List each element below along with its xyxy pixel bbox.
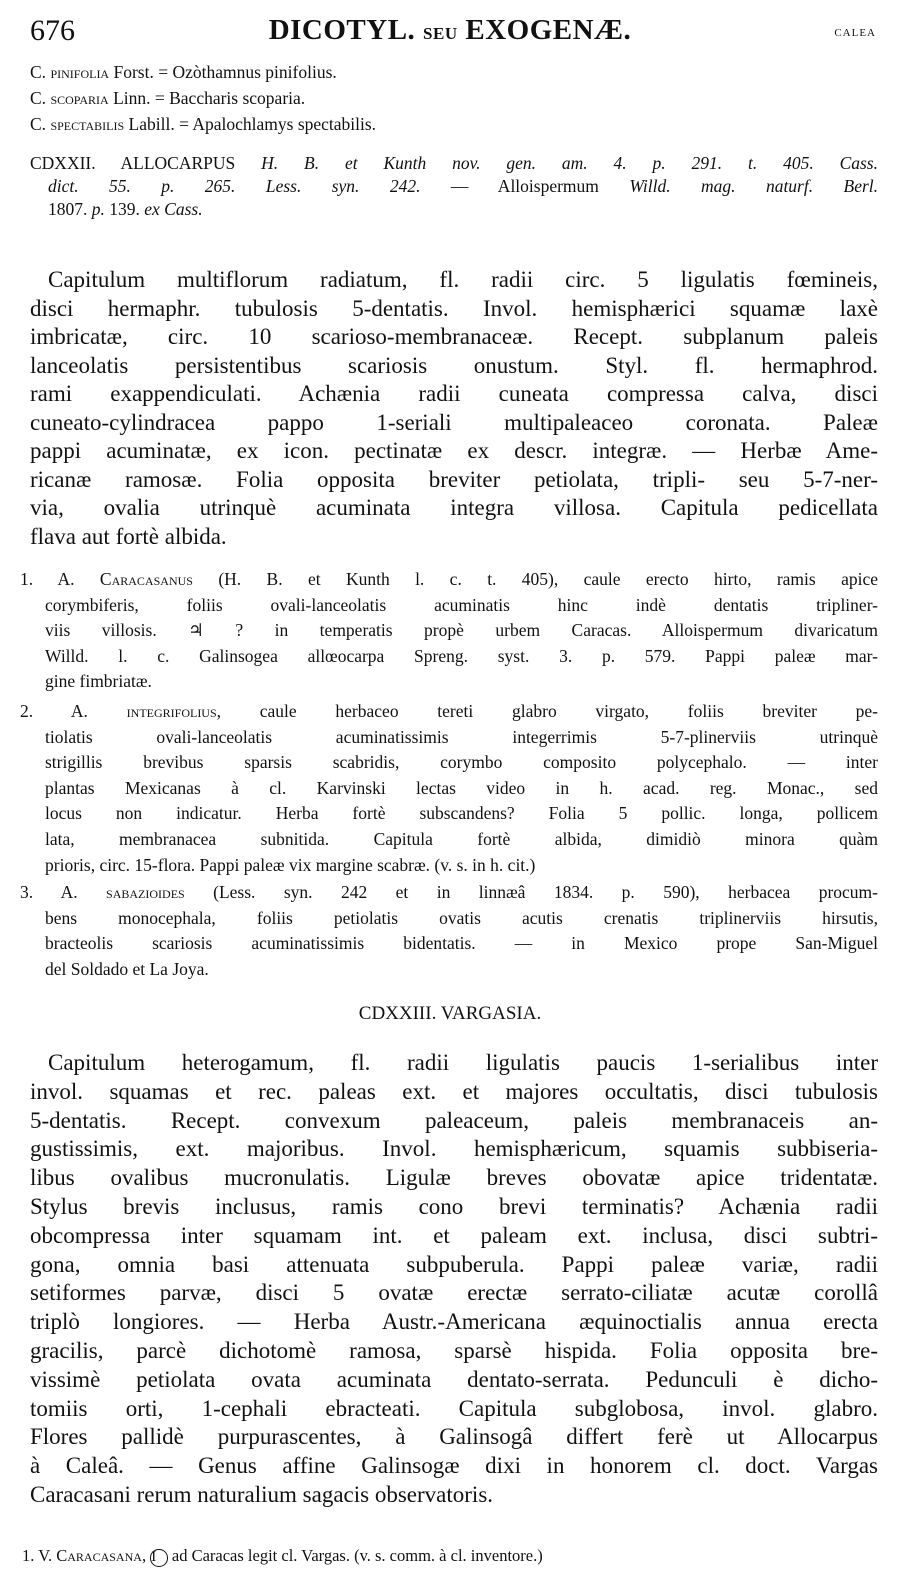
text-segment: strigillis brevibus sparsis scabridis, corymbo composito polycephalo. — inter (45, 752, 878, 773)
text-segment: Flores pallidè purpurascentes, à Galinsogâ differt ferè ut Allocarpus (30, 1424, 878, 1450)
text-segment: pappi acuminatæ, ex icon. pectinatæ ex descr. integræ. — Herbæ Ame- (30, 438, 878, 463)
text-segment: cuneato-cylindracea pappo 1-seriali multipaleaceo coronata. Paleæ (30, 409, 878, 435)
running-head: CALEA (834, 27, 876, 39)
species-entry-integrifolius (20, 699, 878, 878)
text-line (30, 409, 878, 438)
text-segment: vissimè petiolata ovata acuminata dentato-serrata. Pedunculi è dicho- (30, 1366, 878, 1392)
header-title-end: EXOGENÆ. (465, 14, 632, 46)
vargasia-description (30, 1049, 878, 1510)
text-line (30, 1337, 878, 1366)
text-line (30, 1452, 878, 1481)
text-segment: Capitulum heterogamum, fl. radii ligulatis paucis 1-serialibus inter (48, 1050, 878, 1075)
text-line (30, 175, 878, 198)
species-name: scoparia (50, 88, 109, 108)
text-segment: 5-dentatis. Recept. convexum paleaceum, paleis membranaceis an- (30, 1107, 878, 1133)
text-segment: libus ovalibus mucronulatis. Ligulæ breves obovatæ apice tridentatæ. (30, 1165, 878, 1191)
text-line (30, 494, 878, 523)
header-title-seu: seu (423, 19, 458, 45)
text-segment: disci hermaphr. tubulosis 5-dentatis. Invol. hemisphærici squamæ laxè (30, 295, 878, 321)
text-line (20, 853, 878, 879)
text-segment: lanceolatis persistentibus scariosis onustum. Styl. fl. hermaphrod. (30, 352, 878, 378)
text-segment: 1807. (48, 199, 92, 219)
text-segment: imbricatæ, circ. 10 scarioso-membranaceæ. Recept. subplanum paleis (30, 324, 878, 349)
text-line (20, 567, 878, 593)
genus-heading-vargasia: CDXXIII. VARGASIA. (358, 1003, 542, 1024)
text-line (30, 437, 878, 466)
text-segment: 1. V. (22, 1546, 57, 1565)
text-line (20, 827, 878, 853)
species-name: Caracasanus (99, 569, 193, 589)
text-segment: Stylus brevis inclusus, ramis cono brevi terminatis? Achænia radii (30, 1193, 878, 1219)
text-segment: lata, membranacea subnitida. Capitula fortè albida, dimidiò minora quàm (45, 828, 878, 849)
text-line (30, 295, 878, 324)
text-segment: plantas Mexicanas à cl. Karvinski lectas video in h. acad. reg. Monac., sed (45, 777, 878, 798)
text-line (30, 1279, 878, 1308)
text-segment: gracilis, parcè dichotomè ramosa, sparsè hispida. Folia opposita bre- (30, 1337, 878, 1363)
text-line (20, 801, 878, 827)
text-segment: setiformes parvæ, disci 5 ovatæ erectæ serrato-ciliatæ acutæ corollâ (30, 1280, 878, 1306)
citation-text: dict. 55. p. 265. Less. syn. 242. (48, 176, 421, 196)
text-segment: del Soldado et La Joya. (45, 958, 209, 979)
text-segment: Willd. l. c. Galinsogea allœocarpa Spreng. syst. 3. p. 579. Pappi paleæ mar- (45, 645, 878, 666)
citation-text: Willd. mag. naturf. Berl. (629, 176, 879, 196)
text-line (30, 111, 878, 137)
text-segment: C. (30, 114, 51, 134)
species-name: integrifolius (126, 701, 217, 721)
text-segment: — Alloispermum (420, 176, 630, 196)
text-line (30, 1423, 878, 1452)
text-segment: gustissimis, ext. majoribus. Invol. hemisphæricum, squamis subbiseria- (30, 1136, 878, 1162)
species-name: spectabilis (50, 114, 125, 134)
text-line (20, 957, 878, 983)
text-line (30, 352, 878, 381)
text-segment: gona, omnia basi attenuata subpuberula. Pappi paleæ variæ, radii (30, 1251, 878, 1277)
text-line (30, 1078, 878, 1107)
text-segment: tiolatis ovali-lanceolatis acuminatissimis integerrimis 5-7-plinerviis utrinquè (45, 726, 878, 747)
header-title-start: DICOTYL. (268, 14, 416, 46)
text-line (30, 1107, 878, 1136)
text-segment: bens monocephala, foliis petiolatis ovatis acutis crenatis triplinerviis hirsutis, (45, 907, 878, 928)
text-line (30, 59, 878, 85)
text-segment: , (141, 1546, 151, 1565)
text-segment: flava aut fortè albida. (30, 523, 227, 549)
text-line (30, 1366, 878, 1395)
text-line (20, 699, 878, 725)
text-line (30, 1193, 878, 1222)
text-segment: 139. (104, 199, 145, 219)
text-segment: CDXXII. ALLOCARPUS (30, 153, 262, 173)
text-line (22, 1544, 878, 1568)
text-segment: (H. B. et Kunth l. c. t. 405), caule erecto hirto, ramis apice (192, 569, 878, 589)
species-name: sabazioides (106, 882, 185, 902)
text-segment: Linn. = Baccharis scoparia. (108, 88, 306, 108)
species-entry-caracasana (22, 1544, 878, 1568)
genus-heading-allocarpus (30, 152, 878, 221)
text-segment: C. (30, 62, 51, 82)
species-name: pinifolia (50, 62, 110, 82)
text-line (20, 618, 878, 644)
text-line (30, 1308, 878, 1337)
text-segment: Capitulum multiflorum radiatum, fl. radii circ. 5 ligulatis fœmineis, (48, 267, 878, 292)
text-segment: ricanæ ramosæ. Folia opposita breviter petiolata, tripli- seu 5-7-ner- (30, 466, 878, 492)
text-segment: , caule herbaceo tereti glabro virgato, foliis breviter pe- (216, 701, 878, 721)
text-segment: tomiis orti, 1-cephali ebracteati. Capitula subglobosa, invol. glabro. (30, 1395, 878, 1421)
text-line (20, 644, 878, 670)
text-line (20, 880, 878, 906)
text-line (30, 1395, 878, 1424)
text-line (20, 725, 878, 751)
page-number: 676 (30, 14, 75, 47)
text-line (20, 669, 878, 695)
text-segment: prioris, circ. 15-flora. Pappi paleæ vix margine scabræ. (v. s. in h. cit.) (45, 854, 536, 875)
text-segment: obcompressa inter squamam int. et paleam ext. inclusa, disci subtri- (30, 1222, 878, 1248)
citation-text: ex Cass. (144, 199, 203, 219)
text-line (30, 266, 878, 295)
text-segment: via, ovalia utrinquè acuminata integra villosa. Capitula pedicellata (30, 495, 878, 520)
citation-text: p. (91, 199, 105, 219)
text-line (30, 1164, 878, 1193)
text-segment: viis villosis. ♃ ? in temperatis propè urbem Caracas. Alloispermum divaricatum (45, 620, 878, 641)
text-segment: Forst. = Ozòthamnus pinifolius. (109, 62, 337, 82)
species-name: Caracasana (56, 1546, 142, 1565)
text-segment: C. (30, 88, 51, 108)
text-line (20, 906, 878, 932)
text-segment: bracteolis scariosis acuminatissimis bidentatis. — in Mexico prope San-Miguel (45, 933, 878, 954)
citation-text: H. B. et Kunth nov. gen. am. 4. p. 291. t. 405. Cass. (261, 153, 878, 173)
page-header-title (0, 14, 900, 47)
text-segment: triplò longiores. — Herba Austr.-Americana æquinoctialis annua erecta (30, 1309, 878, 1335)
text-line (20, 776, 878, 802)
text-line (20, 931, 878, 957)
annual-symbol-icon: I (150, 1549, 168, 1567)
text-segment: corymbiferis, foliis ovali-lanceolatis acuminatis hinc indè dentatis tripliner- (45, 594, 878, 615)
text-segment: 2. A. (20, 701, 127, 721)
species-entry-caracasanus (20, 567, 878, 695)
text-line (30, 1251, 878, 1280)
text-line (30, 1481, 878, 1510)
text-line (30, 1135, 878, 1164)
text-segment: 1. A. (20, 569, 100, 589)
synonym-list (30, 59, 878, 137)
text-line (30, 152, 878, 175)
allocarpus-description (30, 266, 878, 551)
text-line (30, 323, 878, 352)
species-entry-sabazioides (20, 880, 878, 982)
text-segment: gine fimbriatæ. (45, 671, 152, 692)
text-line (30, 1049, 878, 1078)
text-line (30, 1222, 878, 1251)
text-line (30, 523, 878, 552)
text-segment: (Less. syn. 242 et in linnæâ 1834. p. 590), herbacea procum- (184, 882, 878, 902)
text-segment: locus non indicatur. Herba fortè subscandens? Folia 5 pollic. longa, pollicem (45, 803, 878, 824)
text-line (20, 593, 878, 619)
text-line (30, 198, 878, 221)
text-segment: rami exappendiculati. Achænia radii cuneata compressa calva, disci (30, 381, 878, 406)
text-line (30, 466, 878, 495)
text-segment: Caracasani rerum naturalium sagacis observatoris. (30, 1481, 494, 1507)
text-segment: Labill. = Apalochlamys spectabilis. (124, 114, 377, 134)
text-line (30, 85, 878, 111)
text-segment: 3. A. (20, 882, 107, 902)
text-line (30, 380, 878, 409)
text-segment: invol. squamas et rec. paleas ext. et majores occultatis, disci tubulosis (30, 1078, 878, 1104)
text-segment: ad Caracas legit cl. Vargas. (v. s. comm. à cl. inventore.) (167, 1546, 543, 1565)
text-segment: à Caleâ. — Genus affine Galinsogæ dixi in honorem cl. doct. Vargas (30, 1453, 878, 1479)
text-line (20, 750, 878, 776)
